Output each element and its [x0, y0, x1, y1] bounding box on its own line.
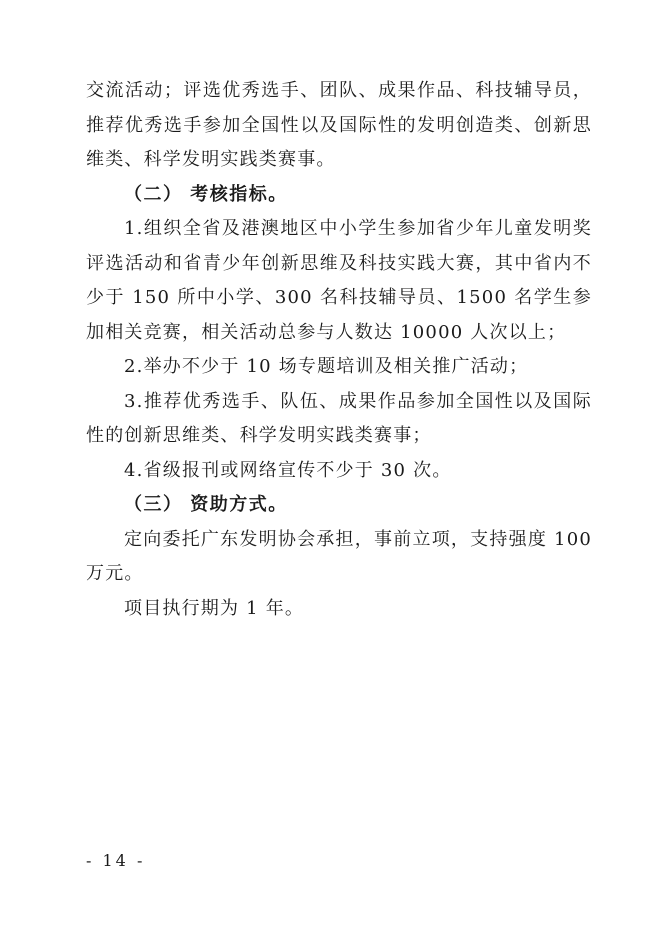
paragraph-project-period: 项目执行期为 1 年。: [124, 597, 305, 619]
page-number: - 14 -: [86, 851, 146, 870]
heading-funding-method: （三） 资助方式。: [124, 494, 288, 515]
document-body: [86, 74, 592, 626]
paragraph-indicator-2: 2.举办不少于 10 场专题培训及相关推广活动；: [124, 356, 529, 377]
heading-assessment-indicators: （二） 考核指标。: [124, 183, 288, 205]
paragraph-indicator-4: 4.省级报刊或网络宣传不少于 30 次。: [124, 459, 452, 481]
paragraph-funding-detail: 定向委托广东发明协会承担，事前立项，支持强度 100 万元。: [86, 528, 592, 584]
paragraph-indicator-3: 3.推荐优秀选手、队伍、成果作品参加全国性以及国际性的创新思维类、科学发明实践类赛事；: [86, 390, 592, 446]
paragraph-activities-continuation: 交流活动；评选优秀选手、团队、成果作品、科技辅导员，推荐优秀选手参加全国性以及国际性的发明创造类、创新思维类、科学发明实践类赛事。: [86, 80, 592, 170]
paragraph-indicator-1: 1.组织全省及港澳地区中小学生参加省少年儿童发明奖评选活动和省青少年创新思维及科技实践大赛，其中省内不少于 150 所中小学、300 名科技辅导员、1500 名学生参加相关竞赛，相关活动总参与人数达 10000 人次以上；: [86, 218, 592, 343]
